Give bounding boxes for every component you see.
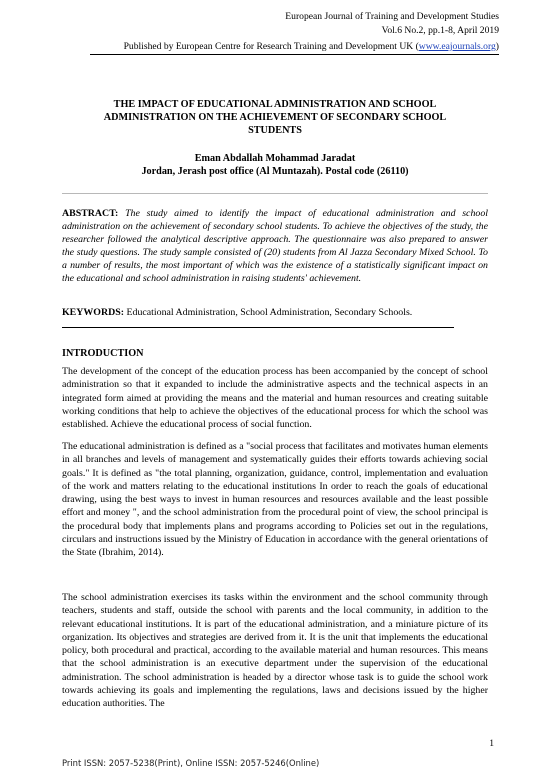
- publisher-link[interactable]: www.eajournals.org: [418, 41, 496, 52]
- keywords-text: Educational Administration, School Administration, Secondary Schools.: [126, 307, 413, 318]
- title-line-3: STUDENTS: [248, 124, 302, 136]
- author-affiliation: Jordan, Jerash post office (Al Muntazah). Postal code (26110): [141, 166, 409, 177]
- publisher-line: [90, 41, 499, 55]
- keywords: [62, 306, 488, 319]
- title-line-2: ADMINISTRATION ON THE ACHIEVEMENT OF SECONDARY SCHOOL: [103, 111, 447, 123]
- divider-keywords: [62, 327, 454, 328]
- page-number: 1: [489, 738, 494, 749]
- intro-paragraph-1: The development of the concept of the education process has been accompanied by the concept of school administration so that it expanded to include the administrative aspects and the technical aspects in an integrated form aimed at providing the means and the material and human resources and creating suitable working conditions that help to achieve the objectives of the educational process for which the school was established. Achieve the educational process of social function.: [62, 366, 488, 431]
- section-heading-introduction: INTRODUCTION: [62, 348, 144, 359]
- journal-name: European Journal of Training and Development Studies: [285, 11, 499, 22]
- intro-paragraph-2: The educational administration is defined as a "social process that facilitates and motivates human elements in all branches and levels of management and systematically guides their efforts towards achieving social goals." It is defined as "the total planning, organization, guidance, control, implementation and evaluation of the work and matters relating to the educational institutions In order to reach the goals of educational drawing, using the best ways to invest in human resources and resources available and the least possible effort and money ", and the school administration from the procedural point of view, the school principal is the procedural body that implements plans and programs according to Policies set out in the regulations, circulars and instructions issued by the Ministry of Education in accordance with the general orientations of the State (Ibrahim, 2014).: [62, 441, 488, 559]
- paper-title: [62, 99, 488, 137]
- author-block: [62, 152, 488, 178]
- author-name: Eman Abdallah Mohammad Jaradat: [194, 153, 356, 164]
- publisher-prefix: Published by European Centre for Research Training and Development UK (: [123, 41, 419, 52]
- volume-info: Vol.6 No.2, pp.1-8, April 2019: [381, 25, 499, 36]
- issn-footer: Print ISSN: 2057-5238(Print), Online ISSN: 2057-5246(Online): [62, 758, 320, 768]
- abstract: [62, 207, 488, 285]
- keywords-label: KEYWORDS:: [62, 307, 124, 318]
- intro-paragraph-3: The school administration exercises its tasks within the environment and the school community through teachers, students and staff, outside the school with parents and the local community, in addition to the relevant educational institutions. It is part of the educational administration, and a miniature picture of its organization. Its objectives and strategies are derived from it. It is the unit that implements the educational policy, both procedural and practical, according to the available material and human resources. This means that the school administration is an executive department under the supervision of the educational administration. The school administration is headed by a director whose task is to guide the school work towards achieving its goals and implementing the regulations, laws and decisions issued by the higher education authorities. The: [62, 592, 488, 710]
- abstract-text: The study aimed to identify the impact of educational administration and school administration on the achievement of secondary school students. To achieve the objectives of the study, the researcher followed the analytical descriptive approach. The questionnaire was also prepared to answer the study questions. The study sample consisted of (20) students from Al Jazza Secondary Mixed School. To a number of results, the most important of which was the existence of a statistically significant impact on the educational and school administration in raising students' achievement.: [62, 208, 488, 284]
- publisher-suffix: ): [495, 41, 499, 52]
- title-line-1: THE IMPACT OF EDUCATIONAL ADMINISTRATION AND SCHOOL: [113, 99, 437, 110]
- abstract-label: ABSTRACT:: [62, 208, 119, 219]
- divider-top: [62, 193, 488, 194]
